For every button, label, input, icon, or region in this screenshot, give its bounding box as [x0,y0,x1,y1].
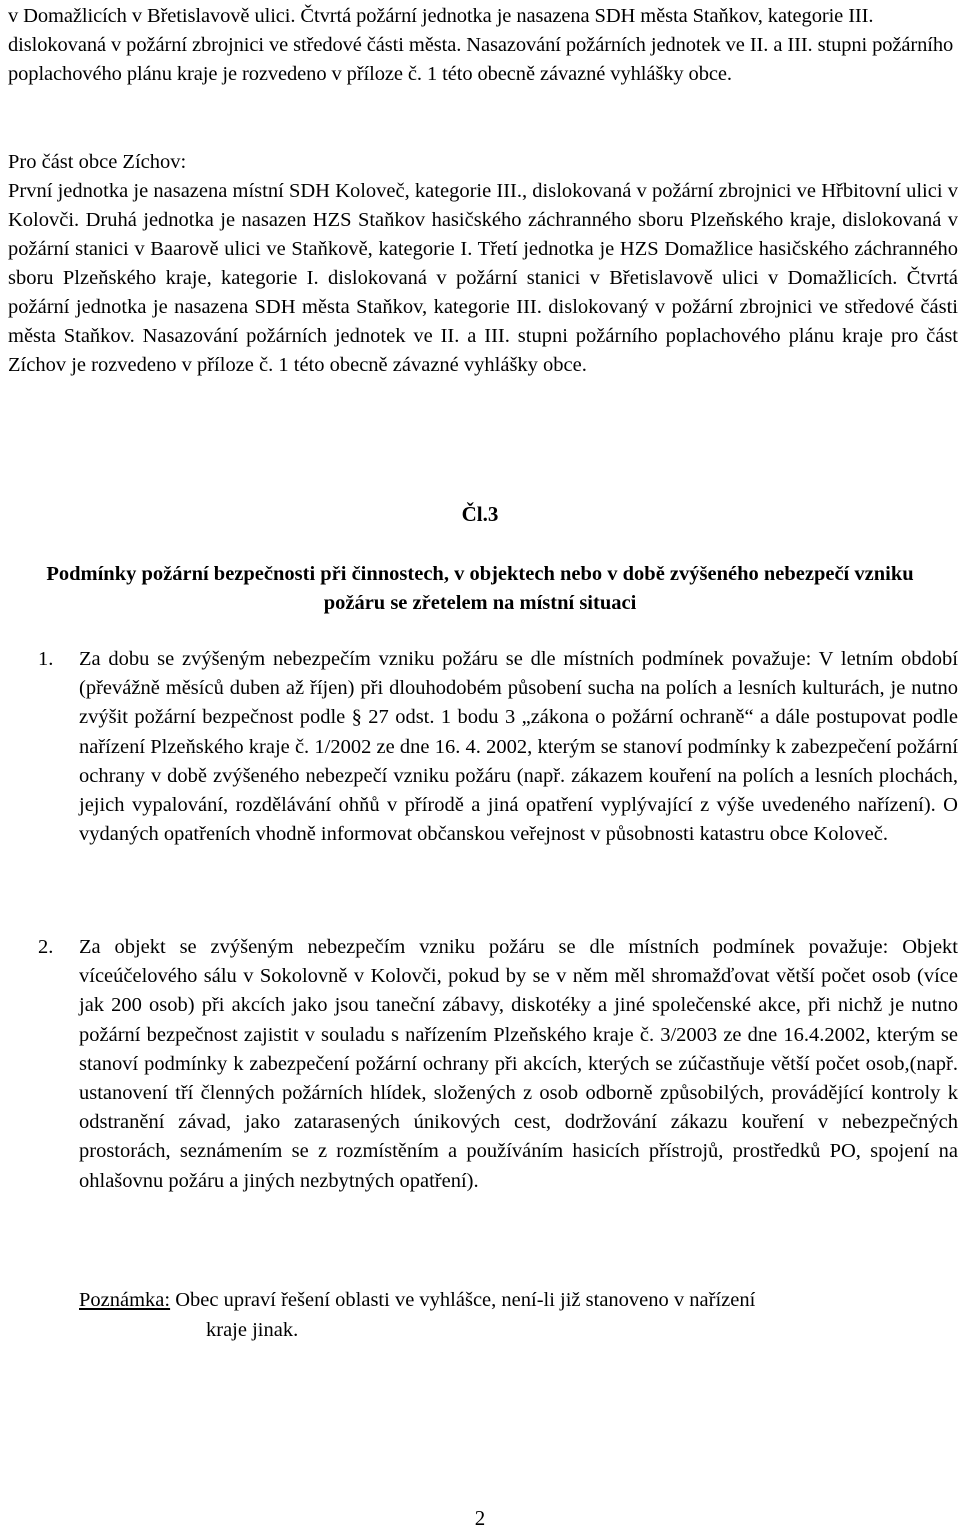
page-number: 2 [474,1506,486,1530]
list-item-number: 2. [38,936,54,958]
zichov-heading: Pro část obce Zíchov: [8,151,187,173]
article-title: Podmínky požární bezpečnosti při činnostech, v objektech nebo v době zvýšeného nebezpečí vzniku požáru se zřetelem na místní situaci [46,563,914,614]
note [79,1285,939,1345]
zichov-section [8,148,958,380]
list-item-text: Za objekt se zvýšeným nebezpečím vzniku požáru se dle místních podmínek považuje: Objekt víceúčelového sálu v Sokolovně v Kolovči, pokud by se v něm měl shromažďovat větší počet osob (více jak 200 osob) při akcích jako jsou taneční zábavy, diskotéky a jiné společenské akce, při nichž je nutno požární bezpečnost zajistit v souladu s nařízením Plzeňského kraje č. 3/2003 ze dne 16.4.2002, kterým se stanoví podmínky k zabezpečení požární ochrany při akcích, kterých se zúčastňuje větší počet osob,(např. ustanovení tří členných požárních hlídek, složených z osob odborně způsobilých, provádějící kontroly k odstranění závad, jako zatarasených únikových cest, dodržování zákazu kouření v nebezpečných prostorách, seznámením se z rozmístěním a používáním hasicích přístrojů, prostředků PO, spojení na ohlašovnu požáru a jiných nezbytných opatření). [79,936,958,1192]
note-line-1: Obec upraví řešení oblasti ve vyhlášce, není-li již stanoveno v nařízení [175,1289,756,1311]
note-line-2: kraje jinak. [206,1319,299,1341]
intro-paragraph: v Domažlicích v Břetislavově ulici. Čtvrtá požární jednotka je nasazena SDH města Staňkov, kategorie III. dislokovaná v požární zbrojnici ve středové části města. Nasazování požárních jednotek ve II. a III. stupni požárního poplachového plánu kraje je rozvedeno v příloze č. 1 této obecně závazné vyhlášky obce. [8,5,954,85]
zichov-paragraph: První jednotka je nasazena místní SDH Koloveč, kategorie III., dislokovaná v požární zbrojnici ve Hřbitovní ulici v Kolovči. Druhá jednotka je nasazen HZS Staňkov hasičského záchranného sboru Plzeňského kraje, dislokovaná v požární stanici v Baarově ulici ve Staňkově, kategorie I. Třetí jednotka je HZS Domažlice hasičského záchranného sboru Plzeňského kraje, kategorie I. dislokovaná v požární stanici v Břetislavově ulici v Domažlicích. Čtvrtá požární jednotka je nasazena SDH města Staňkov, kategorie III. dislokovaný v požární zbrojnici ve středové části města Staňkov. Nasazování požárních jednotek ve II. a III. stupni požárního poplachového plánu kraje pro část Zíchov je rozvedeno v příloze č. 1 této obecně závazné vyhlášky obce. [8,180,958,376]
list-item-number: 1. [38,648,54,670]
note-label: Poznámka: [79,1289,171,1311]
list-item-text: Za dobu se zvýšeným nebezpečím vzniku požáru se dle místních podmínek považuje: V letním období (převážně měsíců duben až říjen) při dlouhodobém působení sucha na polích a lesních kulturách, je nutno zvýšit požární bezpečnost podle § 27 odst. 1 bodu 3 „zákona o požární ochraně“ a dále postupovat podle nařízení Plzeňského kraje č. 1/2002 ze dne 16. 4. 2002, kterým se stanoví podmínky k zabezpečení požární ochrany v době zvýšeného nebezpečí vzniku požáru (např. zákazem kouření na polích a lesních plochách, jejich vypalování, rozdělávání ohňů v přírodě a jiná opatření vyplývající z výše uvedeného nařízení). O vydaných opatřeních vhodně informovat občanskou veřejnost v působnosti katastru obce Koloveč. [79,648,958,846]
article-number: Čl.3 [461,502,499,526]
